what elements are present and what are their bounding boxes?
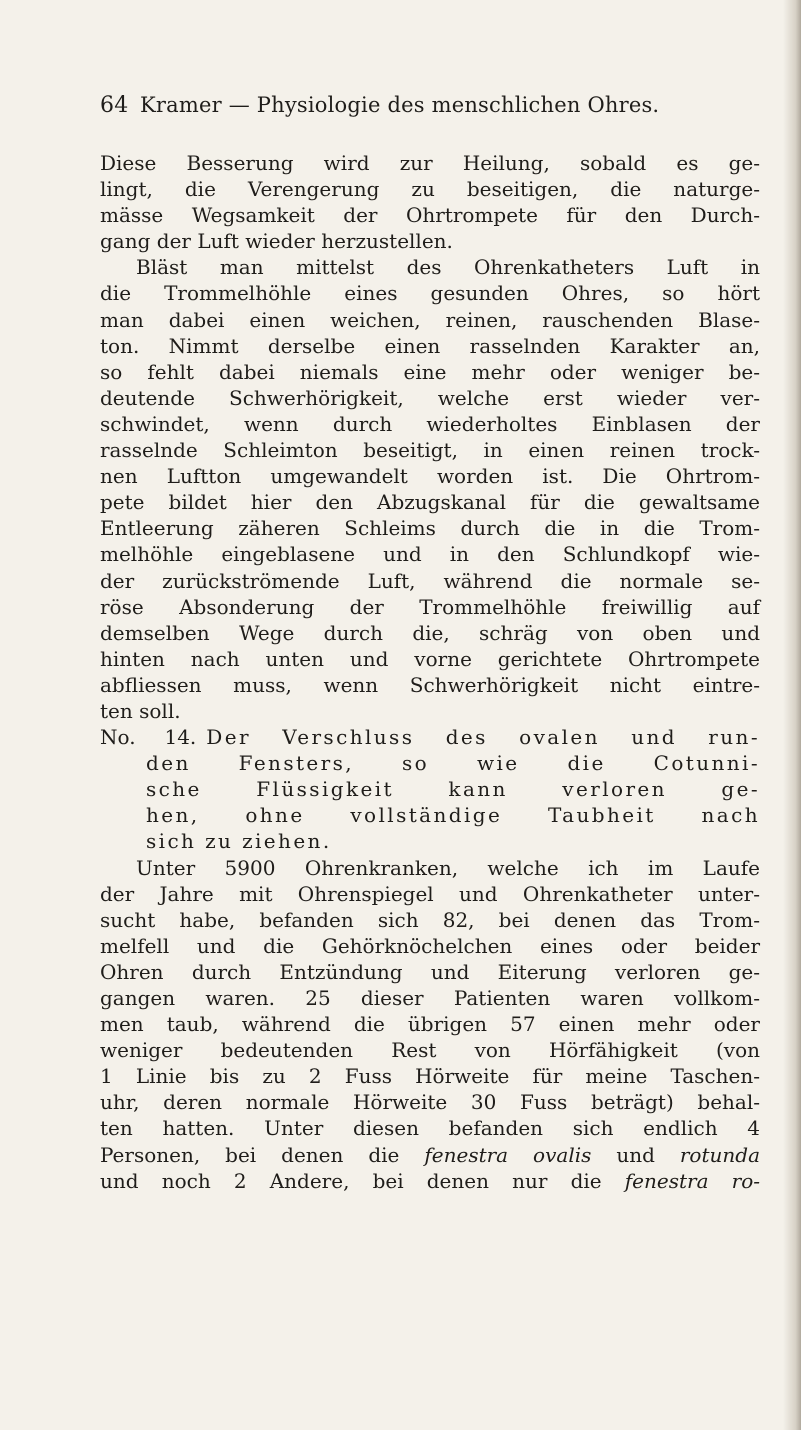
text-line: Entleerung zäheren Schleims durch die in die Trom- bbox=[100, 516, 760, 541]
text-line: weniger bedeutenden Rest von Hörfähigkeit (von bbox=[100, 1038, 760, 1063]
page-number: 64 bbox=[100, 93, 129, 118]
body-text bbox=[100, 150, 760, 1194]
page-edge-shadow bbox=[783, 0, 801, 1430]
text-line: Diese Besserung wird zur Heilung, sobald es ge- bbox=[100, 151, 760, 175]
text-line: nen Luftton umgewandelt worden ist. Die Ohrtrom- bbox=[100, 464, 760, 489]
text-line: gangen waren. 25 dieser Patienten waren vollkom- bbox=[100, 986, 760, 1010]
proposition-number: No. 14. bbox=[100, 725, 197, 750]
text-line: men taub, während die übrigen 57 einen mehr oder bbox=[100, 1012, 760, 1037]
text-line: man dabei einen weichen, reinen, rauschenden Blase- bbox=[100, 307, 760, 332]
text-line: deutende Schwerhörigkeit, welche erst wieder ver- bbox=[100, 385, 760, 410]
text-line: hinten nach unten und vorne gerichtete Ohrtrompete bbox=[100, 646, 760, 671]
text-line: der Jahre mit Ohrenspiegel und Ohrenkatheter unter- bbox=[100, 881, 760, 906]
text-line: so fehlt dabei niemals eine mehr oder weniger be- bbox=[100, 359, 760, 384]
proposition-line: hen, ohne vollständige Taubheit nach bbox=[146, 803, 760, 828]
text-line bbox=[100, 1142, 760, 1168]
text-line: mässe Wegsamkeit der Ohrtrompete für den Durch- bbox=[100, 203, 760, 228]
text-line: ton. Nimmt derselbe einen rasselnden Karakter an, bbox=[100, 333, 760, 358]
fenestra-rotunda-term: fenestra ro- bbox=[624, 1168, 760, 1193]
text-line: der zurückströmende Luft, während die normale se- bbox=[100, 568, 760, 593]
text-line bbox=[100, 1168, 760, 1194]
text-span: und noch 2 Andere, bei denen nur die bbox=[100, 1168, 625, 1193]
text-span: Personen, bei denen die bbox=[100, 1142, 425, 1167]
running-head bbox=[100, 93, 740, 123]
text-line: demselben Wege durch die, schräg von oben und bbox=[100, 620, 760, 645]
proposition-line: sich zu ziehen. bbox=[146, 829, 332, 854]
proposition-line: sche Flüssigkeit kann verloren ge- bbox=[146, 777, 760, 802]
text-line: Unter 5900 Ohrenkranken, welche ich im Laufe bbox=[136, 855, 760, 880]
text-span: und bbox=[591, 1142, 680, 1167]
text-line: die Trommelhöhle eines gesunden Ohres, so hört bbox=[100, 281, 760, 306]
text-line: Ohren durch Entzündung und Eiterung verloren ge- bbox=[100, 959, 760, 984]
text-line: rasselnde Schleimton beseitigt, in einen reinen trock- bbox=[100, 438, 760, 463]
text-line: gang der Luft wieder herzustellen. bbox=[100, 229, 453, 254]
text-line: schwindet, wenn durch wiederholtes Einblasen der bbox=[100, 411, 760, 436]
text-line: lingt, die Verengerung zu beseitigen, die naturge- bbox=[100, 177, 760, 202]
text-line: melhöhle eingeblasene und in den Schlundkopf wie- bbox=[100, 542, 760, 567]
proposition-line: den Fensters, so wie die Cotunni- bbox=[146, 751, 760, 776]
text-line: uhr, deren normale Hörweite 30 Fuss beträgt) behal- bbox=[100, 1090, 760, 1115]
rotunda-term: rotunda bbox=[679, 1142, 761, 1167]
text-line: ten soll. bbox=[100, 698, 181, 723]
text-line: ten hatten. Unter diesen befanden sich endlich 4 bbox=[100, 1116, 760, 1141]
text-line: abfliessen muss, wenn Schwerhörigkeit nicht eintre- bbox=[100, 672, 760, 697]
text-line: melfell und die Gehörknöchelchen eines oder beider bbox=[100, 933, 760, 958]
text-line: röse Absonderung der Trommelhöhle freiwillig auf bbox=[100, 594, 760, 619]
proposition-line: Der Verschluss des ovalen und run- bbox=[206, 725, 760, 750]
text-line: 1 Linie bis zu 2 Fuss Hörweite für meine Taschen- bbox=[100, 1064, 760, 1089]
text-line: pete bildet hier den Abzugskanal für die gewaltsame bbox=[100, 490, 760, 515]
fenestra-ovalis-term: fenestra ovalis bbox=[424, 1142, 592, 1167]
running-title: Kramer — Physiologie des menschlichen Ohres. bbox=[140, 93, 660, 117]
text-line: sucht habe, befanden sich 82, bei denen das Trom- bbox=[100, 907, 760, 932]
text-line: Bläst man mittelst des Ohrenkatheters Luft in bbox=[136, 255, 760, 280]
proposition-heading bbox=[100, 724, 760, 750]
